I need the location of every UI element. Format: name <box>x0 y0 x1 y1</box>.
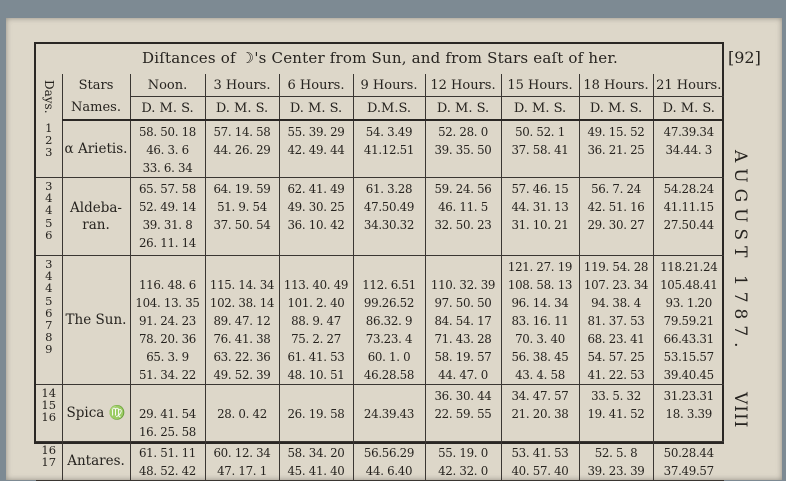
time-header: 15 Hours. <box>501 74 579 97</box>
distance-value: 61. 3.28 <box>365 182 413 196</box>
star-group-row <box>36 178 724 256</box>
distance-value: 18. 3.39 <box>665 407 712 421</box>
distance-cell <box>425 442 501 481</box>
day-number: 1 <box>45 121 53 135</box>
day-number: 5 <box>45 215 53 230</box>
distance-value: 52. 28. 0 <box>438 125 488 139</box>
distance-value: 44. 26. 29 <box>213 143 271 157</box>
day-number: 4 <box>45 203 53 218</box>
distance-cell <box>130 256 205 385</box>
distance-value: 34. 47. 57 <box>511 389 569 403</box>
distance-value: 107. 23. 34 <box>583 278 649 292</box>
distance-cell <box>425 256 501 385</box>
distance-value: 112. 6.51 <box>362 278 416 292</box>
time-header: 12 Hours. <box>425 74 501 97</box>
distance-cell <box>653 256 724 385</box>
distance-value: 55. 19. 0 <box>438 446 488 460</box>
day-number: 3 <box>45 257 53 271</box>
distance-value: 61. 51. 11 <box>138 446 197 460</box>
distance-value: 44. 47. 0 <box>438 368 488 382</box>
distance-value: 76. 41. 38 <box>213 332 271 346</box>
distance-value: 37. 50. 54 <box>213 218 271 232</box>
distance-value: 39. 35. 50 <box>434 143 492 157</box>
distance-value: 46.28.58 <box>363 368 415 382</box>
distance-value: 39. 31. 8 <box>142 218 193 232</box>
distance-value: 48. 10. 51 <box>287 368 345 382</box>
distance-value: 68. 23. 41 <box>587 332 645 346</box>
distance-value: 108. 58. 13 <box>507 278 573 292</box>
distance-value: 93. 1.20 <box>665 296 712 310</box>
day-number: 4 <box>45 281 53 296</box>
day-number: 15 <box>41 398 57 413</box>
distance-value: 41. 22. 53 <box>587 368 645 382</box>
distance-value <box>131 387 205 405</box>
distance-cell <box>653 442 724 481</box>
distance-value: 33. 5. 32 <box>591 389 641 403</box>
distance-value: 59. 24. 56 <box>434 182 492 196</box>
day-number: 8 <box>45 330 53 345</box>
day-number: 4 <box>45 269 53 284</box>
distance-value: 78. 20. 36 <box>138 332 197 346</box>
unit-header: D. M. S. <box>425 97 501 121</box>
side-month-label: AUGUST 1787. <box>730 150 750 354</box>
distance-cell <box>279 442 353 481</box>
distance-value: 49. 30. 25 <box>287 200 345 214</box>
distance-value: 26. 11. 14 <box>138 236 197 250</box>
distance-value: 34.44. 3 <box>665 143 712 157</box>
distance-value: 50. 52. 1 <box>515 125 565 139</box>
distance-value: 60. 1. 0 <box>367 350 411 364</box>
distance-value: 43. 4. 58 <box>515 368 565 382</box>
star-name: Spica ♍ <box>66 404 126 421</box>
distance-value: 62. 41. 49 <box>287 182 345 196</box>
distance-value: 118.21.24 <box>660 260 718 274</box>
distance-value: 54.28.24 <box>663 182 714 196</box>
distance-value: 60. 12. 34 <box>213 446 271 460</box>
distance-value: 63. 22. 36 <box>213 350 271 364</box>
distance-cell <box>501 178 579 256</box>
distance-value: 41.11.15 <box>663 200 714 214</box>
star-group-row <box>36 442 724 481</box>
distance-value: 119. 54. 28 <box>583 260 649 274</box>
distance-value: 65. 3. 9 <box>146 350 189 364</box>
distance-cell <box>353 120 425 178</box>
distance-value: 50.28.44 <box>663 446 714 460</box>
distance-value <box>206 387 279 405</box>
distance-value: 88. 9. 47 <box>291 314 341 328</box>
distance-value: 51. 34. 22 <box>138 368 197 382</box>
distance-value: 121. 27. 19 <box>507 260 573 274</box>
distance-value: 105.48.41 <box>660 278 718 292</box>
distance-value: 86.32. 9 <box>365 314 413 328</box>
day-number: 6 <box>45 305 53 320</box>
distance-value: 66.43.31 <box>663 332 714 346</box>
distance-value: 36. 30. 44 <box>434 389 492 403</box>
distance-value: 48. 52. 42 <box>138 464 197 478</box>
distance-value: 54. 57. 25 <box>587 350 645 364</box>
distance-value: 99.26.52 <box>363 296 415 310</box>
distance-cell <box>653 178 724 256</box>
distance-cell <box>579 256 653 385</box>
distance-cell <box>579 385 653 442</box>
distance-value: 101. 2. 40 <box>287 296 345 310</box>
distance-cell <box>353 178 425 256</box>
distance-value: 89. 47. 12 <box>213 314 271 328</box>
distance-cell <box>425 120 501 178</box>
distance-cell <box>501 385 579 442</box>
star-name-cell <box>62 256 130 385</box>
distance-value: 49. 15. 52 <box>587 125 645 139</box>
distance-cell <box>353 442 425 481</box>
distance-value: 26. 19. 58 <box>287 407 345 421</box>
distance-value: 58. 19. 57 <box>434 350 492 364</box>
day-number: 6 <box>45 227 53 242</box>
distance-value: 97. 50. 50 <box>434 296 492 310</box>
distance-value: 64. 19. 59 <box>213 182 271 196</box>
distance-value: 36. 21. 25 <box>587 143 645 157</box>
distance-value: 49. 52. 39 <box>213 368 271 382</box>
distance-value: 81. 37. 53 <box>587 314 645 328</box>
distance-value: 47.50.49 <box>363 200 415 214</box>
star-name-cell <box>62 178 130 256</box>
distance-value: 65. 57. 58 <box>138 182 197 196</box>
distance-value: 115. 14. 34 <box>209 278 275 292</box>
distance-cell <box>130 178 205 256</box>
distance-value: 57. 46. 15 <box>511 182 569 196</box>
distance-value: 79.59.21 <box>663 314 714 328</box>
distance-value: 32. 50. 23 <box>434 218 492 232</box>
distance-value: 31. 10. 21 <box>511 218 569 232</box>
time-header: 9 Hours. <box>353 74 425 97</box>
distance-cell <box>579 178 653 256</box>
distance-cell <box>130 120 205 178</box>
day-number: 3 <box>45 179 53 193</box>
distance-value: 45. 41. 40 <box>287 464 345 478</box>
distance-value: 44. 6.40 <box>365 464 413 478</box>
unit-header: D.M.S. <box>353 97 425 121</box>
distance-value: 102. 38. 14 <box>209 296 275 310</box>
star-name: Aldeba- <box>70 199 122 216</box>
time-header: 3 Hours. <box>205 74 279 97</box>
distance-value: 94. 38. 4 <box>591 296 641 310</box>
distance-value: 24.39.43 <box>363 407 415 421</box>
distance-value: 56. 7. 24 <box>591 182 641 196</box>
distance-value: 57. 14. 58 <box>213 125 271 139</box>
distance-value: 56.56.29 <box>363 446 415 460</box>
distance-value: 58. 34. 20 <box>287 446 345 460</box>
distance-cell <box>425 178 501 256</box>
distance-cell <box>579 120 653 178</box>
star-name-cell <box>62 385 130 442</box>
distance-value <box>280 387 353 405</box>
distance-cell <box>205 442 279 481</box>
unit-header: D. M. S. <box>501 97 579 121</box>
distance-cell <box>205 385 279 442</box>
distance-value: 53. 41. 53 <box>511 446 569 460</box>
unit-header: D. M. S. <box>579 97 653 121</box>
distance-value: 27.50.44 <box>663 218 714 232</box>
distance-value: 70. 3. 40 <box>515 332 565 346</box>
distance-value: 52. 49. 14 <box>138 200 197 214</box>
distance-value: 36. 10. 42 <box>287 218 345 232</box>
star-name-cell <box>62 442 130 481</box>
day-number: 4 <box>45 191 53 206</box>
distance-table <box>36 74 724 481</box>
page-title: Diſtances of ☽'s Center from Sun, and from Stars eaſt of her. <box>141 49 619 67</box>
star-group-row <box>36 256 724 385</box>
distance-value: 61. 41. 53 <box>287 350 345 364</box>
days-cell <box>36 385 62 442</box>
star-name: The Sun. <box>65 311 127 328</box>
distance-value: 42. 49. 44 <box>287 143 345 157</box>
distance-value: 21. 20. 38 <box>511 407 569 421</box>
distance-value: 19. 41. 52 <box>587 407 645 421</box>
distance-value: 96. 14. 34 <box>511 296 569 310</box>
star-name: α Arietis. <box>64 140 128 157</box>
distance-value: 47. 17. 1 <box>217 464 267 478</box>
distance-value: 33. 6. 34 <box>142 161 193 175</box>
distance-cell <box>205 256 279 385</box>
distance-value <box>426 258 501 276</box>
distance-cell <box>501 120 579 178</box>
distance-value: 104. 13. 35 <box>135 296 200 310</box>
stars-header-line1: Stars <box>62 74 130 97</box>
unit-header: D. M. S. <box>279 97 353 121</box>
distance-value <box>206 258 279 276</box>
days-cell <box>36 178 62 256</box>
star-name: ran. <box>82 216 110 233</box>
distance-value: 44. 31. 13 <box>511 200 569 214</box>
day-number: 2 <box>45 133 53 148</box>
page-number: [92] <box>728 48 761 67</box>
distance-value: 54. 3.49 <box>365 125 413 139</box>
distance-cell <box>353 385 425 442</box>
distance-value: 37. 58. 41 <box>511 143 569 157</box>
days-header: Days. <box>36 74 62 120</box>
distance-value: 31.23.31 <box>663 389 714 403</box>
distance-cell <box>653 385 724 442</box>
distance-value: 55. 39. 29 <box>287 125 345 139</box>
distance-value: 29. 41. 54 <box>138 407 197 421</box>
distance-value <box>131 258 205 276</box>
day-number: 7 <box>45 318 53 333</box>
day-number: 17 <box>41 455 57 470</box>
distance-value: 39. 23. 39 <box>587 464 645 478</box>
distance-value: 113. 40. 49 <box>283 278 349 292</box>
distance-value: 46. 11. 5 <box>438 200 488 214</box>
distance-value: 75. 2. 27 <box>291 332 341 346</box>
day-number: 5 <box>45 293 53 308</box>
time-header: Noon. <box>130 74 205 97</box>
distance-value: 37.49.57 <box>663 464 714 478</box>
distance-value <box>354 258 425 276</box>
distance-cell <box>130 385 205 442</box>
time-header: 18 Hours. <box>579 74 653 97</box>
star-name: Antares. <box>67 452 125 469</box>
distance-value: 116. 48. 6 <box>138 278 197 292</box>
day-number: 9 <box>45 342 53 357</box>
distance-cell <box>501 256 579 385</box>
distance-value: 56. 38. 45 <box>511 350 569 364</box>
distance-value <box>354 387 425 405</box>
days-cell <box>36 256 62 385</box>
distance-value: 73.23. 4 <box>365 332 413 346</box>
day-number: 14 <box>41 386 57 400</box>
distance-value: 42. 32. 0 <box>438 464 488 478</box>
distance-value: 58. 50. 18 <box>138 125 197 139</box>
distance-value: 34.30.32 <box>363 218 415 232</box>
distance-value: 53.15.57 <box>663 350 714 364</box>
days-cell <box>36 120 62 178</box>
distance-cell <box>425 385 501 442</box>
day-number: 3 <box>45 145 53 160</box>
unit-header: D. M. S. <box>130 97 205 121</box>
stars-header-line2: Names. <box>62 97 130 121</box>
distance-cell <box>205 120 279 178</box>
unit-header: D. M. S. <box>205 97 279 121</box>
distance-value: 28. 0. 42 <box>217 407 267 421</box>
distance-cell <box>130 442 205 481</box>
distance-cell <box>653 120 724 178</box>
distance-cell <box>279 385 353 442</box>
distance-cell <box>205 178 279 256</box>
distance-value: 22. 59. 55 <box>434 407 492 421</box>
distance-cell <box>279 120 353 178</box>
distance-value: 71. 43. 28 <box>434 332 492 346</box>
star-group-row <box>36 385 724 442</box>
distance-value: 29. 30. 27 <box>587 218 645 232</box>
days-cell <box>36 442 62 481</box>
distance-value: 40. 57. 40 <box>511 464 569 478</box>
unit-header: D. M. S. <box>653 97 724 121</box>
distance-value: 110. 32. 39 <box>430 278 496 292</box>
distance-value: 83. 16. 11 <box>511 314 569 328</box>
day-number: 16 <box>41 443 57 457</box>
star-group-row <box>36 120 724 178</box>
distance-value: 51. 9. 54 <box>217 200 267 214</box>
distance-value: 52. 5. 8 <box>594 446 638 460</box>
distance-cell <box>353 256 425 385</box>
distance-value: 91. 24. 23 <box>138 314 197 328</box>
distance-value: 46. 3. 6 <box>146 143 189 157</box>
distance-cell <box>579 442 653 481</box>
star-name-cell <box>62 120 130 178</box>
distance-value: 16. 25. 58 <box>138 425 197 439</box>
time-header: 21 Hours. <box>653 74 724 97</box>
side-roman-label: VIII <box>730 392 750 429</box>
distance-value: 84. 54. 17 <box>434 314 492 328</box>
distance-cell <box>279 256 353 385</box>
distance-cell <box>279 178 353 256</box>
distance-value: 39.40.45 <box>663 368 714 382</box>
day-number: 16 <box>41 410 57 425</box>
distance-value: 47.39.34 <box>663 125 714 139</box>
distance-value <box>280 258 353 276</box>
distance-value: 41.12.51 <box>363 143 415 157</box>
distance-value: 42. 51. 16 <box>587 200 645 214</box>
time-header: 6 Hours. <box>279 74 353 97</box>
distance-cell <box>501 442 579 481</box>
